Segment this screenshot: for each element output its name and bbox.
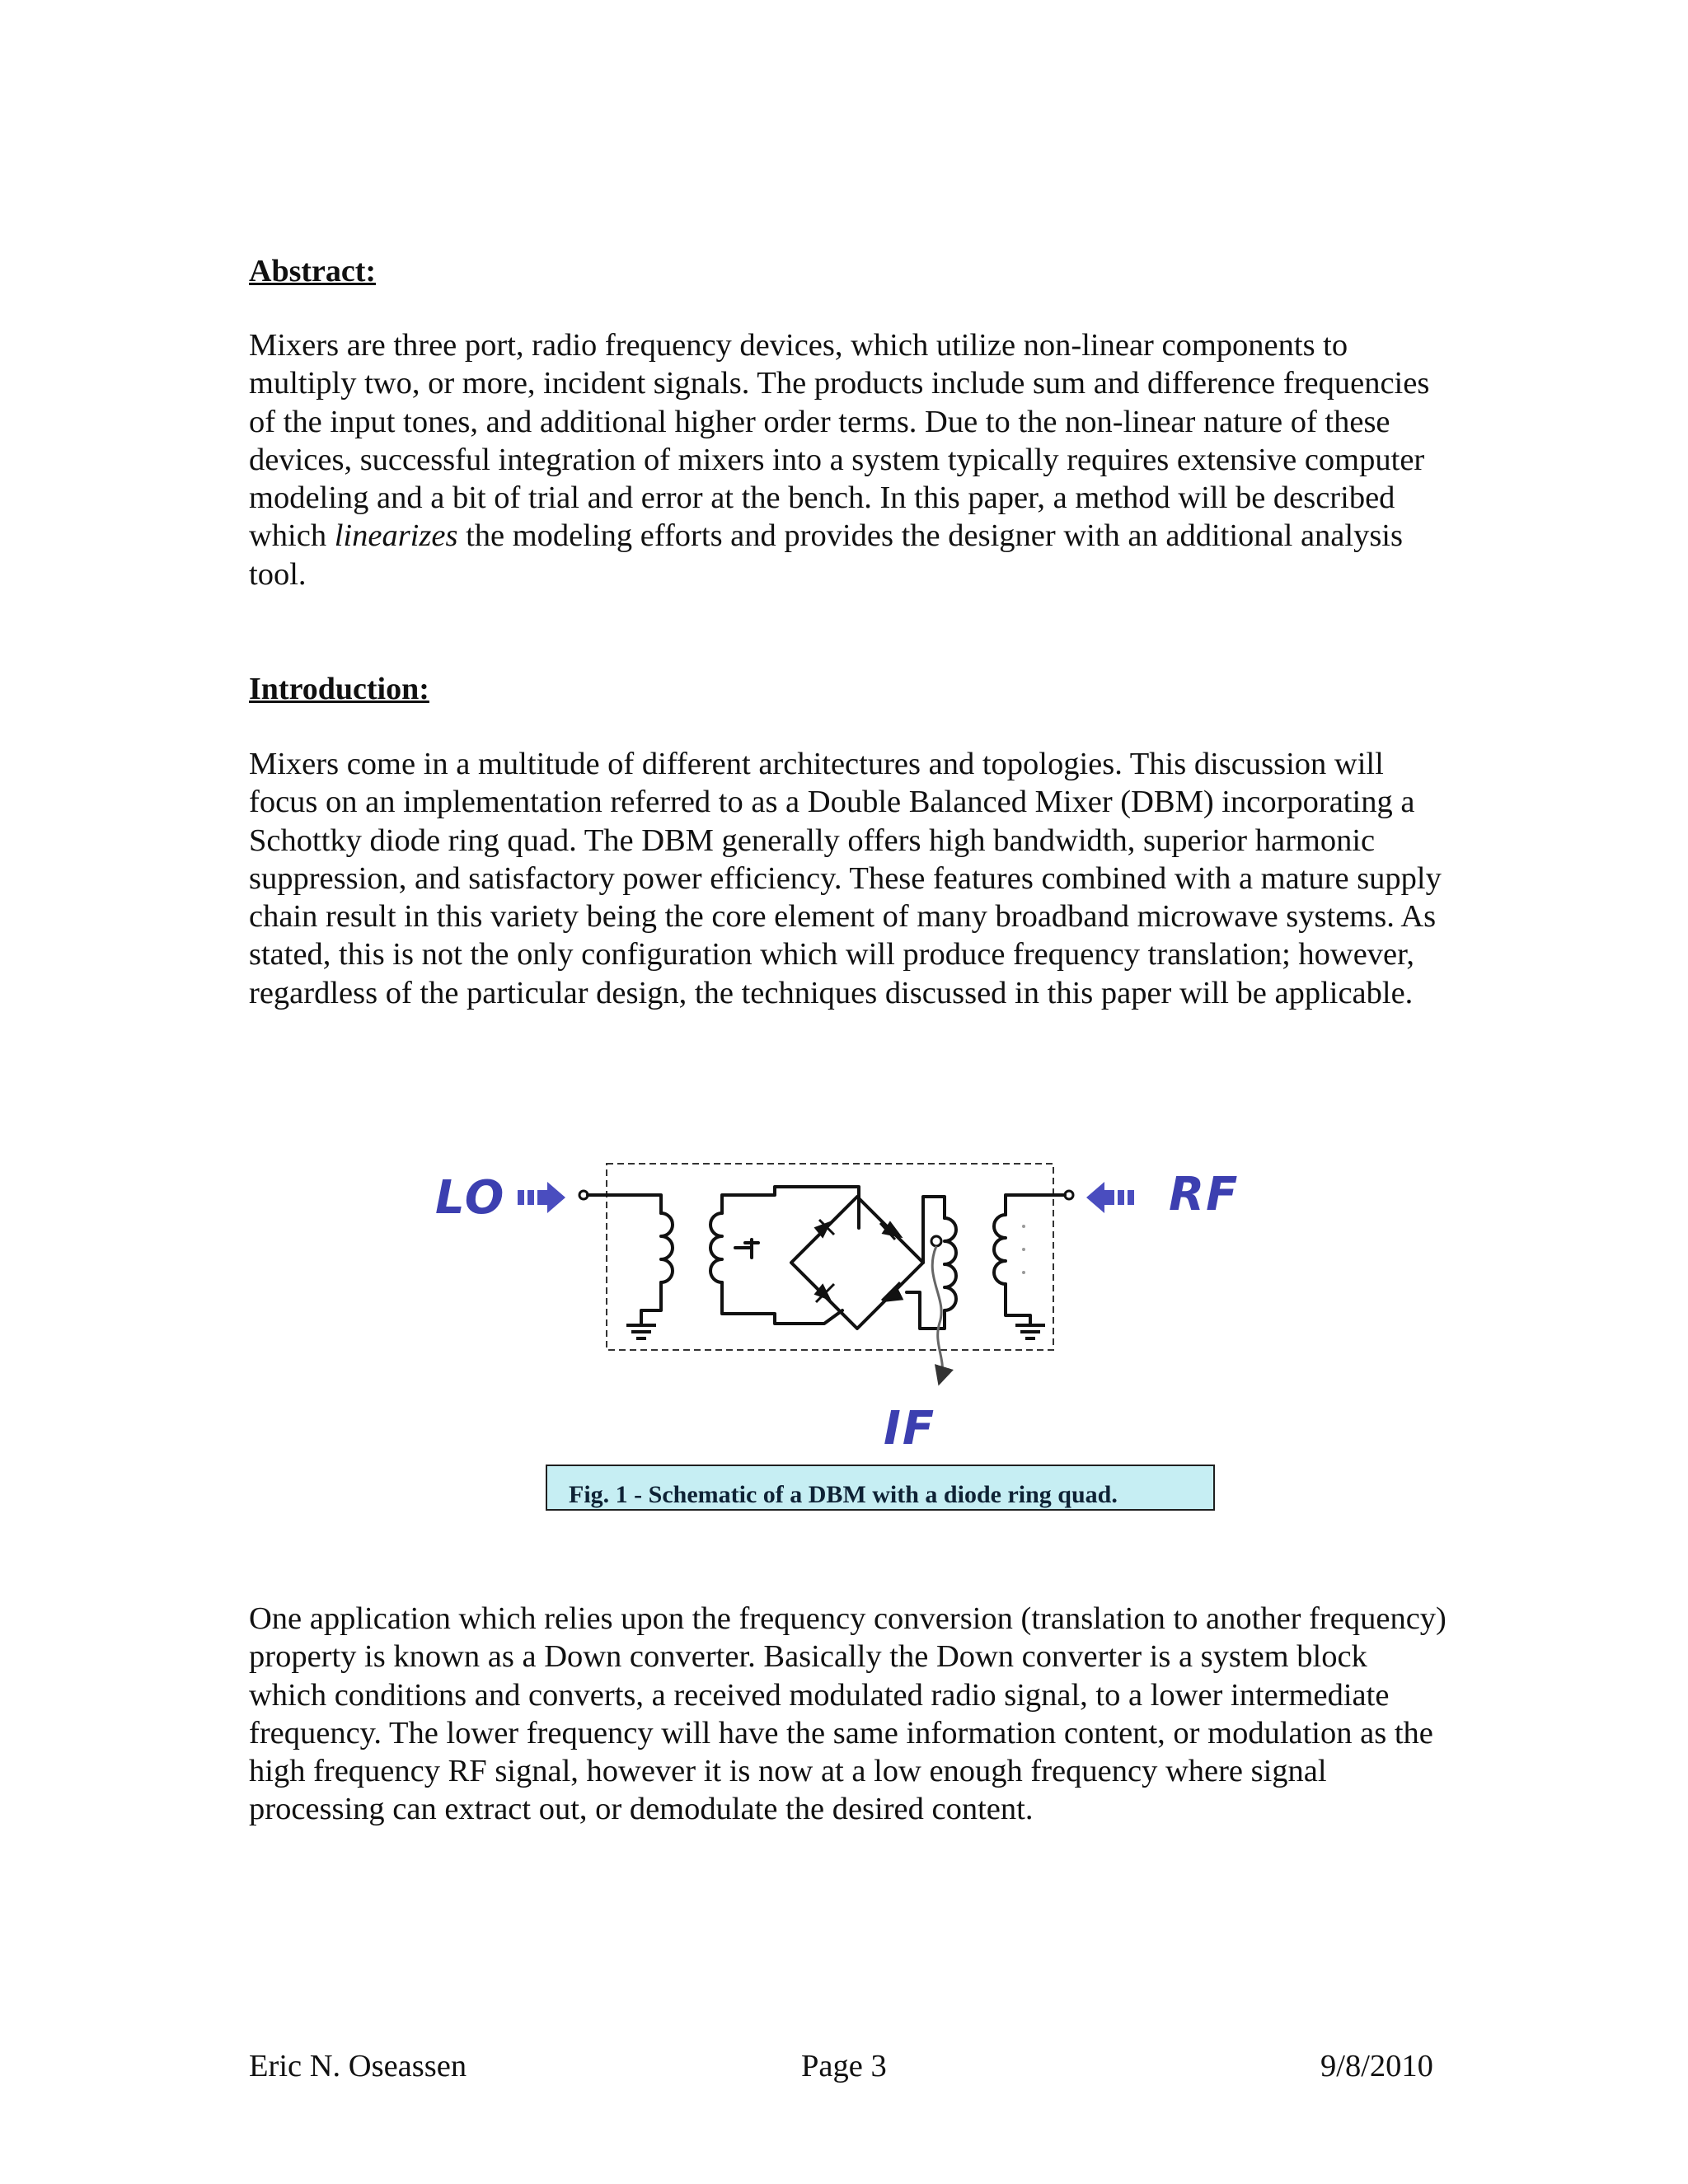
abstract-emphasis: linearizes: [334, 518, 458, 554]
if-lead-wire: [932, 1246, 942, 1376]
footer-author: Eric N. Oseassen: [249, 2049, 467, 2083]
application-paragraph: One application which relies upon the frequency conversion (translation to another frequency) property is known as a Down converter. Basically the Down converter is a system block which conditions and converts, a received modulated radio signal, to a lower intermediate frequency. The lower frequency will have the same information content, or modulation as the high frequency RF signal, however it is now at a low enough frequency where signal processing can extract out, or demodulate the desired content.: [249, 1601, 1447, 1827]
lo-transformer-primary: [579, 1191, 673, 1325]
abstract-text-after: the modeling efforts and provides the designer with an additional analysis tool.: [249, 518, 1403, 592]
rf-port-label: RF: [1169, 1168, 1240, 1221]
lo-port-label: LO: [435, 1171, 506, 1225]
ground-icon: [626, 1325, 656, 1338]
lo-arrow-icon: [518, 1182, 565, 1213]
lo-transformer-secondary: [710, 1187, 859, 1324]
figure-caption: Fig. 1 - Schematic of a DBM with a diode ring quad.: [569, 1481, 1118, 1508]
footer-date: 9/8/2010: [1320, 2049, 1433, 2083]
abstract-heading: Abstract:: [249, 254, 377, 288]
abstract-text-before: Mixers are three port, radio frequency devices, which utilize non-linear components to multiply two, or more, incident signals. The products include sum and difference frequencies of the input tones, and additional higher order terms. Due to the non-linear nature of these devices, successful integration of mixers into a system typically requires extensive computer modeling and a bit of trial and error at the bench. In this paper, a method will be described which: [249, 328, 1430, 554]
footer-page-number: Page 3: [801, 2049, 887, 2083]
dbm-schematic-figure: [429, 1154, 1261, 1467]
rf-arrow-icon: [1086, 1182, 1134, 1213]
mixer-enclosure: [607, 1164, 1053, 1350]
diode-icons: [816, 1220, 902, 1302]
rf-transformer-primary: [994, 1191, 1073, 1325]
figure-caption-box: [546, 1465, 1215, 1511]
introduction-paragraph: Mixers come in a multitude of different architectures and topologies. This discussion will focus on an implementation referred to as a Double Balanced Mixer (DBM) incorporating a Schottky diode ring quad. The DBM generally offers high bandwidth, superior harmonic suppression, and satisfactory power efficiency. These features combined with a mature supply chain result in this variety being the core element of many broadband microwave systems. As stated, this is not the only configuration which will produce frequency translation; however, regardless of the particular design, the techniques discussed in this paper will be applicable.: [249, 747, 1442, 1010]
if-port-label: IF: [884, 1402, 936, 1455]
introduction-heading: Introduction:: [249, 672, 429, 706]
dbm-schematic-diagram: [429, 1154, 1261, 1467]
ground-icon: [1015, 1325, 1045, 1338]
abstract-paragraph: [249, 326, 1452, 593]
